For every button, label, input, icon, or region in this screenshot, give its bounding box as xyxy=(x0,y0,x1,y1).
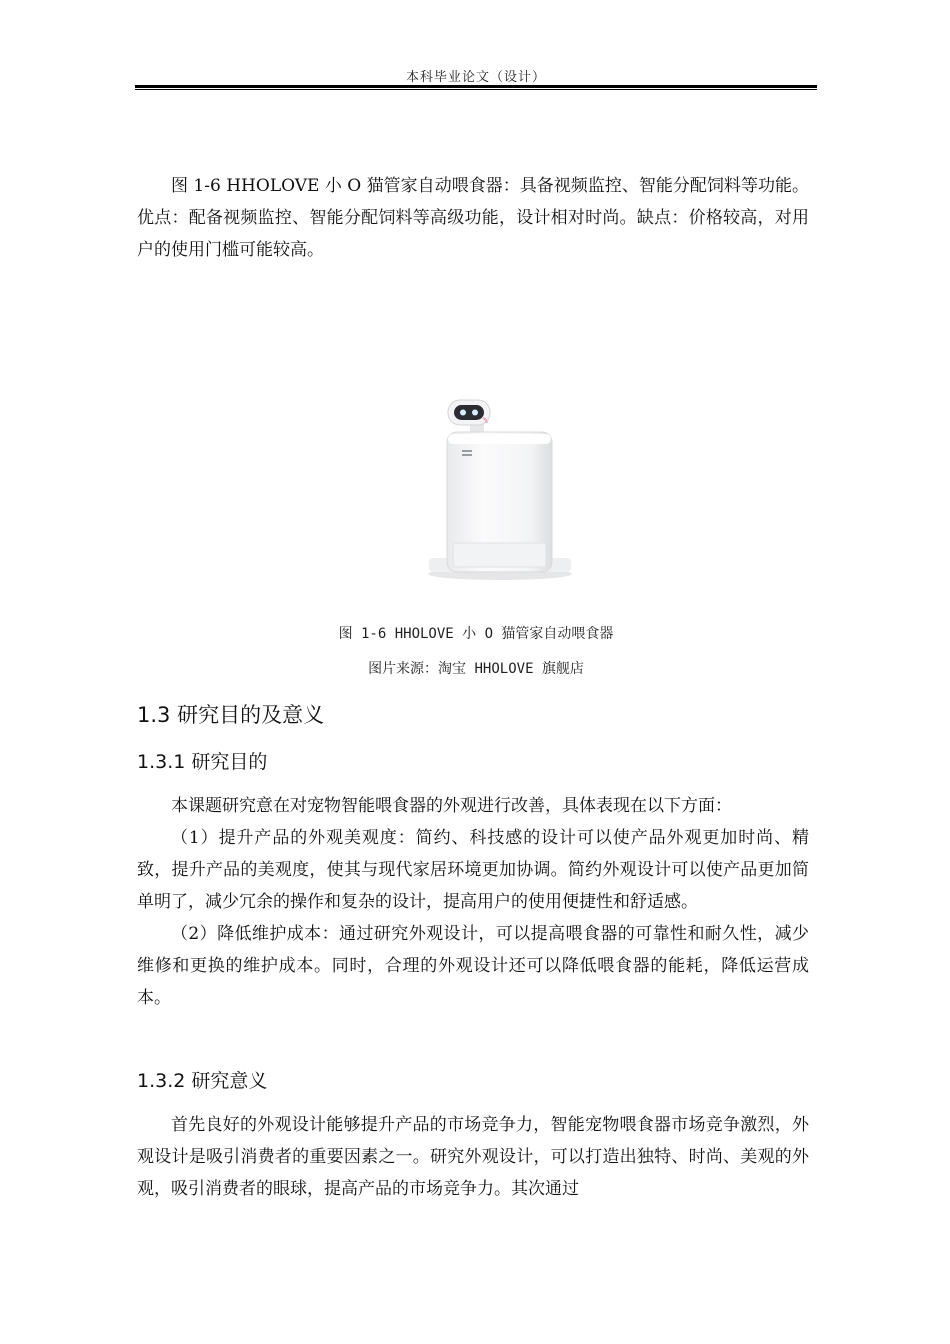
feeder-product-image xyxy=(420,392,580,587)
page-header: 本科毕业论文（设计） xyxy=(405,70,546,85)
purpose-point-2: （2）降低维护成本：通过研究外观设计，可以提高喂食器的可靠性和耐久性，减少维修和更换的维护成本。同时，合理的外观设计还可以降低喂食器的能耗，降低运营成本。 xyxy=(137,924,809,1008)
purpose-point-1: （1）提升产品的外观美观度：简约、科技感的设计可以使产品外观更加时尚、精致，提升产品的美观度，使其与现代家居环境更加协调。简约外观设计可以使产品更加简单明了，减少冗余的操作和复杂的设计，提高用户的使用便捷性和舒适感。 xyxy=(137,828,809,912)
purpose-intro: 本课题研究意在对宠物智能喂食器的外观进行改善，具体表现在以下方面： xyxy=(171,796,732,816)
significance-paragraph: 首先良好的外观设计能够提升产品的市场竞争力，智能宠物喂食器市场竞争激烈，外观设计是吸引消费者的重要因素之一。研究外观设计，可以打造出独特、时尚、美观的外观，吸引消费者的眼球，提高产品的市场竞争力。其次通过 xyxy=(137,1115,809,1199)
subsection-heading-significance: 1.3.2 研究意义 xyxy=(137,1070,268,1092)
intro-text: 图 1-6 HHOLOVE 小 O 猫管家自动喂食器：具备视频监控、智能分配饲料等功能。优点：配备视频监控、智能分配饲料等高级功能，设计相对时尚。缺点：价格较高，对用户的使用门槛可能较高。 xyxy=(137,176,809,260)
header-rule-thin xyxy=(135,89,817,90)
header-rule xyxy=(135,85,817,88)
figure-caption: 图 1-6 HHOLOVE 小 O 猫管家自动喂食器 xyxy=(338,626,614,642)
section-heading: 1.3 研究目的及意义 xyxy=(137,703,325,727)
subsection-heading-purpose: 1.3.1 研究目的 xyxy=(137,751,268,773)
intro-paragraph xyxy=(137,170,809,266)
purpose-body xyxy=(137,790,809,1014)
figure-source: 图片来源：淘宝 HHOLOVE 旗舰店 xyxy=(368,661,584,677)
significance-body xyxy=(137,1109,809,1205)
